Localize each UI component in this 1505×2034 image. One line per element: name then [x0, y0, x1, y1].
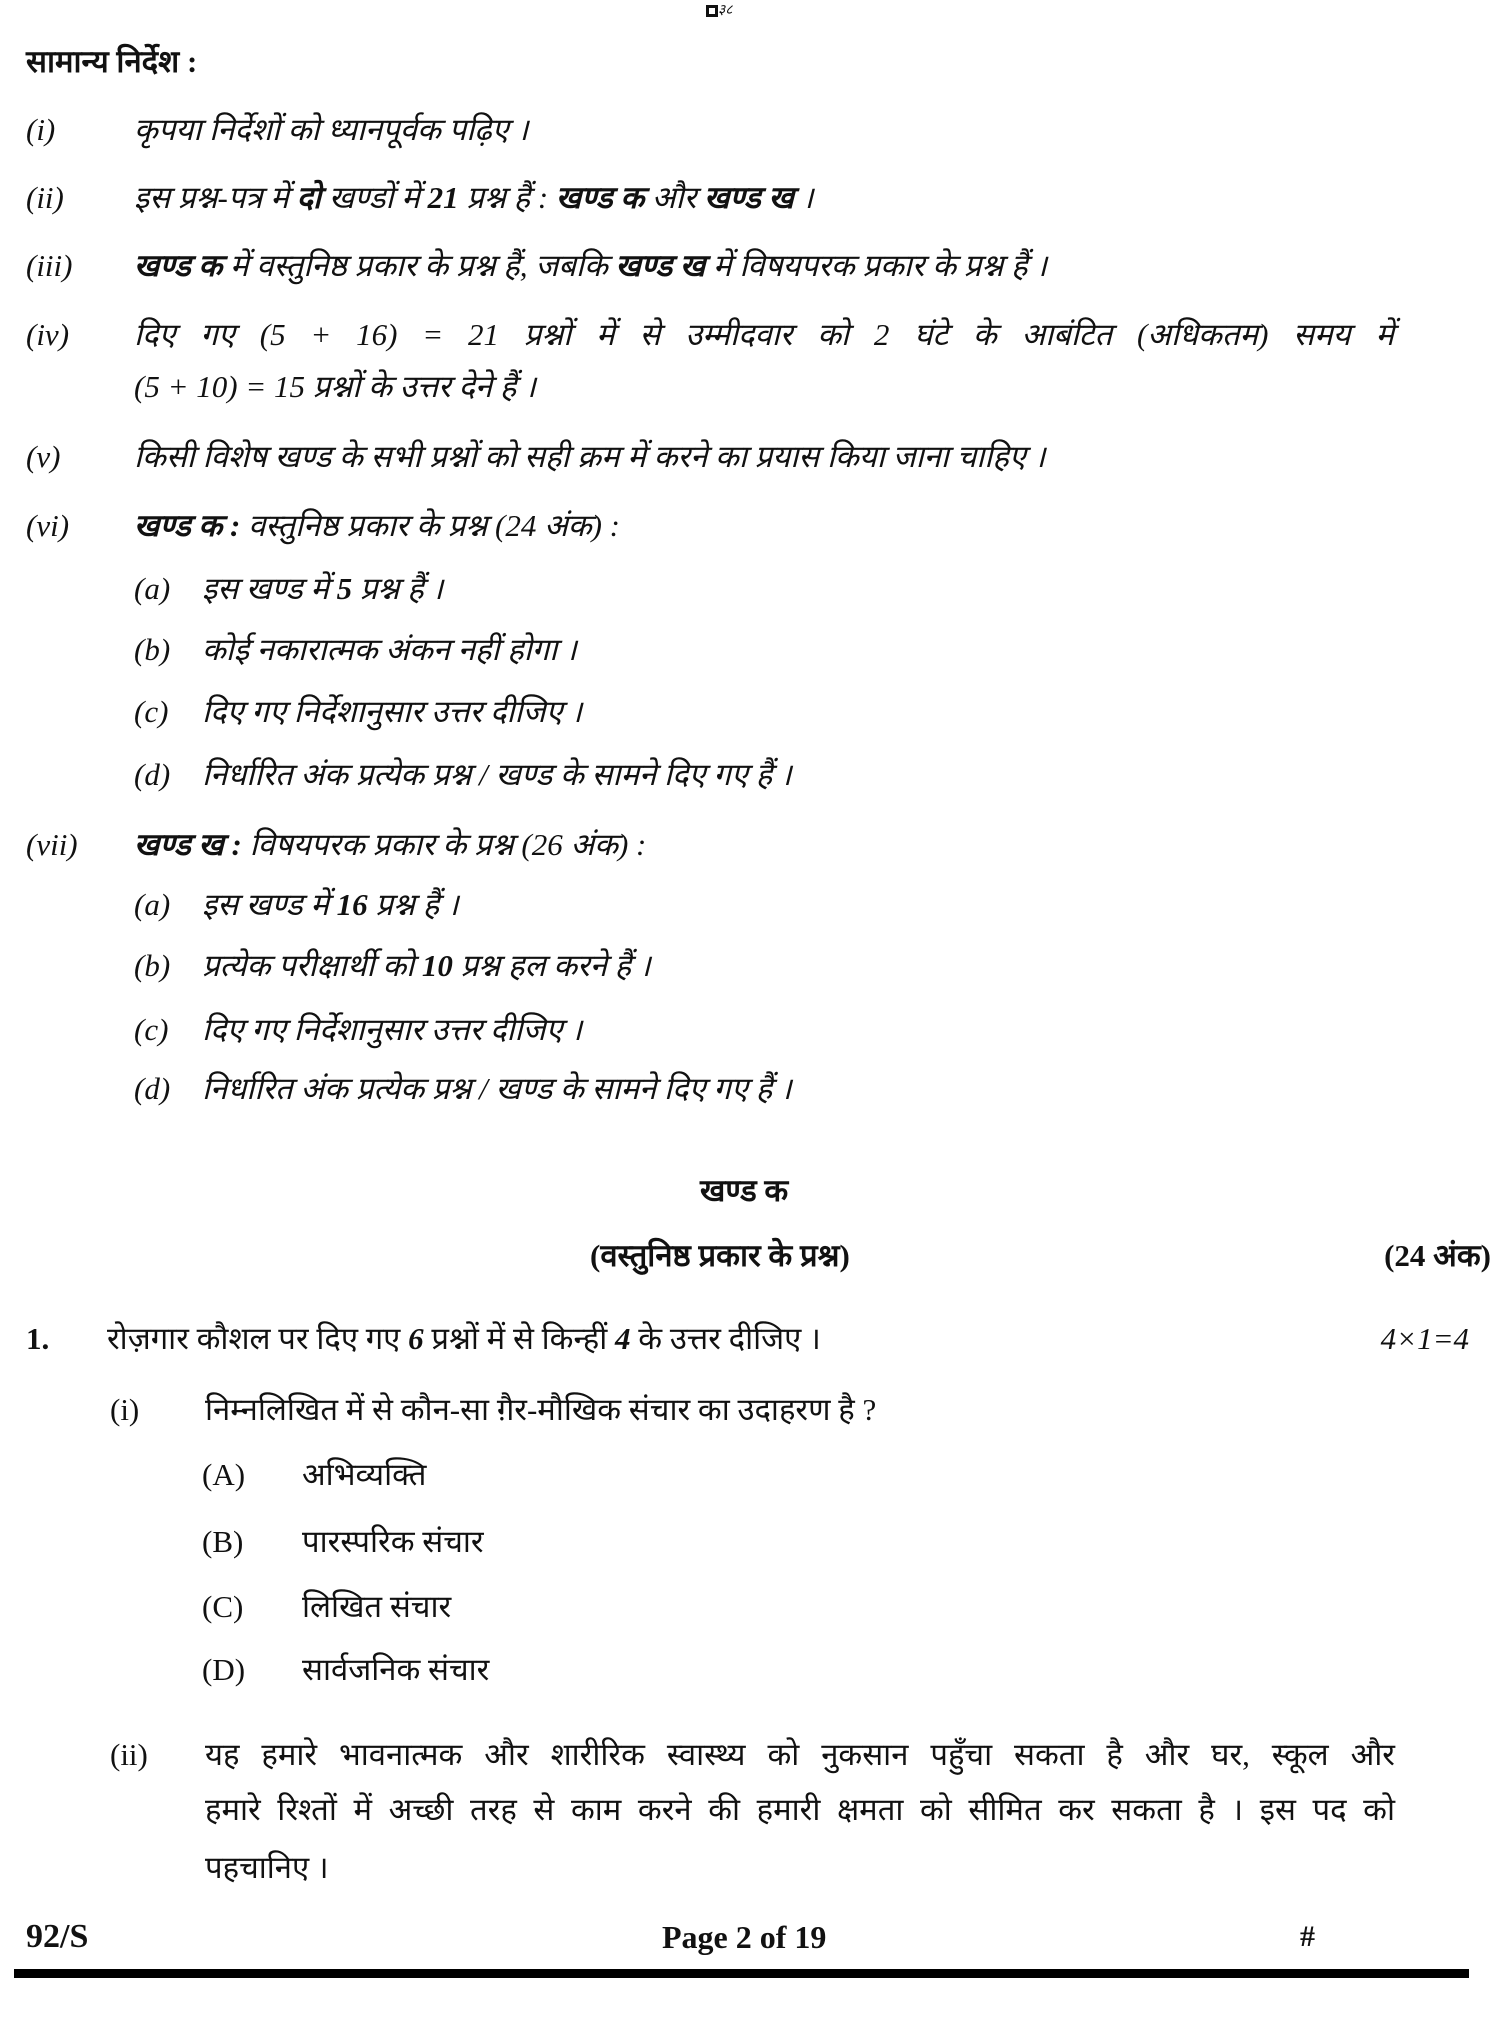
text-segment: प्रश्न हैं ।	[352, 571, 444, 606]
instruction-text	[202, 885, 459, 925]
paper-code: 92/S	[26, 1918, 89, 1955]
part-text: निम्नलिखित में से कौन-सा ग़ैर-मौखिक संचार का उदाहरण है ?	[205, 1392, 877, 1427]
instruction-label: (d)	[134, 1071, 171, 1106]
text-segment: खण्डों में	[321, 180, 428, 215]
page-number: Page 2 of 19	[662, 1919, 827, 1955]
footer-rule	[14, 1969, 1469, 1978]
part-label: (i)	[110, 1392, 140, 1427]
text-segment: दिए गए निर्देशानुसार उत्तर दीजिए ।	[202, 694, 583, 729]
option-label: (D)	[202, 1652, 246, 1687]
text-segment: कृपया निर्देशों को ध्यानपूर्वक पढ़िए ।	[134, 112, 529, 147]
text-segment: निर्धारित अंक प्रत्येक प्रश्न / खण्ड के सामने दिए गए हैं ।	[202, 757, 792, 792]
text-segment: कोई नकारात्मक अंकन नहीं होगा ।	[202, 632, 577, 667]
instruction-text	[134, 367, 536, 407]
instruction-text	[134, 315, 1394, 355]
option-label: (C)	[202, 1589, 244, 1624]
instruction-label: (c)	[134, 1012, 169, 1047]
instructions-title: सामान्य निर्देश :	[26, 44, 198, 79]
instruction-text	[134, 178, 813, 218]
instruction-label: (c)	[134, 694, 169, 729]
text-segment: दो	[296, 180, 322, 215]
text-segment: प्रश्न हल करने हैं ।	[452, 948, 651, 983]
instruction-text	[202, 1069, 792, 1109]
text-segment: विषयपरक प्रकार के प्रश्न (26 अंक) :	[241, 827, 647, 862]
instruction-text	[134, 437, 1045, 477]
text-segment: 10	[421, 948, 453, 983]
text-segment: 6	[408, 1321, 424, 1356]
text-segment: खण्ड क	[555, 180, 645, 215]
instruction-text	[202, 755, 792, 795]
part-label: (ii)	[110, 1737, 148, 1772]
header-mark: ३८	[718, 3, 733, 18]
text-segment: इस खण्ड में	[202, 571, 337, 606]
instruction-label: (b)	[134, 948, 171, 983]
instruction-text	[202, 946, 651, 986]
text-segment: में विषयपरक प्रकार के प्रश्न हैं ।	[705, 248, 1048, 283]
text-segment: खण्ड ख	[615, 248, 706, 283]
text-segment: इस खण्ड में	[202, 887, 337, 922]
instruction-text	[134, 110, 528, 150]
instruction-label: (i)	[26, 112, 56, 147]
instruction-label: (v)	[26, 439, 61, 474]
text-segment: ।	[793, 180, 814, 215]
option-label: (A)	[202, 1457, 246, 1492]
text-segment: (5 + 10) = 15 प्रश्नों के उत्तर देने हैं ।	[134, 369, 536, 404]
instruction-text	[202, 569, 443, 609]
text-segment: प्रश्न हैं :	[458, 180, 556, 215]
instruction-text	[134, 506, 620, 546]
instruction-text	[134, 246, 1047, 286]
section-title: खण्ड क	[700, 1173, 789, 1208]
instruction-label: (a)	[134, 887, 171, 922]
text-segment: 4	[615, 1321, 631, 1356]
text-segment: इस प्रश्न-पत्र में	[134, 180, 297, 215]
text-segment: खण्ड ख	[704, 180, 794, 215]
question-text	[107, 1319, 821, 1359]
instruction-label: (ii)	[26, 180, 64, 215]
instruction-label: (d)	[134, 757, 171, 792]
text-segment: 5	[336, 571, 353, 606]
option-label: (B)	[202, 1524, 244, 1559]
part-text-line: हमारे रिश्तों में अच्छी तरह से काम करने की हमारी क्षमता को सीमित कर सकता है । इस पद को	[205, 1792, 1395, 1827]
text-segment: वस्तुनिष्ठ प्रकार के प्रश्न (24 अंक) :	[240, 508, 621, 543]
text-segment: खण्ड क	[134, 248, 223, 283]
text-segment: 21	[427, 180, 459, 215]
option-text: पारस्परिक संचार	[302, 1524, 484, 1559]
text-segment: प्रत्येक परीक्षार्थी को	[202, 948, 422, 983]
text-segment: 16	[336, 887, 368, 922]
option-text: अभिव्यक्ति	[302, 1457, 427, 1492]
footer-mark: #	[1300, 1920, 1315, 1953]
text-segment: खण्ड ख :	[134, 827, 242, 862]
instruction-label: (vi)	[26, 508, 70, 543]
text-segment: प्रश्न हैं ।	[367, 887, 459, 922]
option-text: लिखित संचार	[302, 1589, 452, 1624]
part-text-line: पहचानिए ।	[205, 1850, 329, 1885]
text-segment: में वस्तुनिष्ठ प्रकार के प्रश्न हैं, जबकि	[222, 248, 616, 283]
instruction-text	[134, 825, 646, 865]
text-segment: दिए गए (5 + 16) = 21 प्रश्नों में से उम्मीदवार को 2 घंटे के आबंटित (अधिकतम) समय में	[134, 317, 1394, 352]
text-segment: दिए गए निर्देशानुसार उत्तर दीजिए ।	[202, 1012, 583, 1047]
instruction-label: (iv)	[26, 317, 70, 352]
text-segment: के उत्तर दीजिए ।	[630, 1321, 821, 1356]
instruction-label: (iii)	[26, 248, 73, 283]
instruction-text	[202, 630, 577, 670]
text-segment: रोज़गार कौशल पर दिए गए	[107, 1321, 409, 1356]
question-number: 1.	[26, 1321, 50, 1356]
text-segment: प्रश्नों में से किन्हीं	[423, 1321, 616, 1356]
text-segment: और	[644, 180, 705, 215]
question-marks: 4×1=4	[1380, 1321, 1469, 1356]
text-segment: किसी विशेष खण्ड के सभी प्रश्नों को सही क्रम में करने का प्रयास किया जाना चाहिए ।	[134, 439, 1046, 474]
instruction-label: (vii)	[26, 827, 78, 862]
section-marks: (24 अंक)	[1384, 1238, 1491, 1273]
text-segment: निर्धारित अंक प्रत्येक प्रश्न / खण्ड के सामने दिए गए हैं ।	[202, 1071, 792, 1106]
section-subtitle: (वस्तुनिष्ठ प्रकार के प्रश्न)	[590, 1238, 850, 1273]
instruction-text	[202, 692, 582, 732]
instruction-text	[202, 1010, 582, 1050]
text-segment: खण्ड क :	[134, 508, 241, 543]
part-text-line: यह हमारे भावनात्मक और शारीरिक स्वास्थ्य को नुकसान पहुँचा सकता है और घर, स्कूल और	[205, 1737, 1395, 1772]
instruction-label: (b)	[134, 632, 171, 667]
instruction-label: (a)	[134, 571, 171, 606]
qr-mark-icon	[706, 0, 766, 18]
option-text: सार्वजनिक संचार	[302, 1652, 490, 1687]
